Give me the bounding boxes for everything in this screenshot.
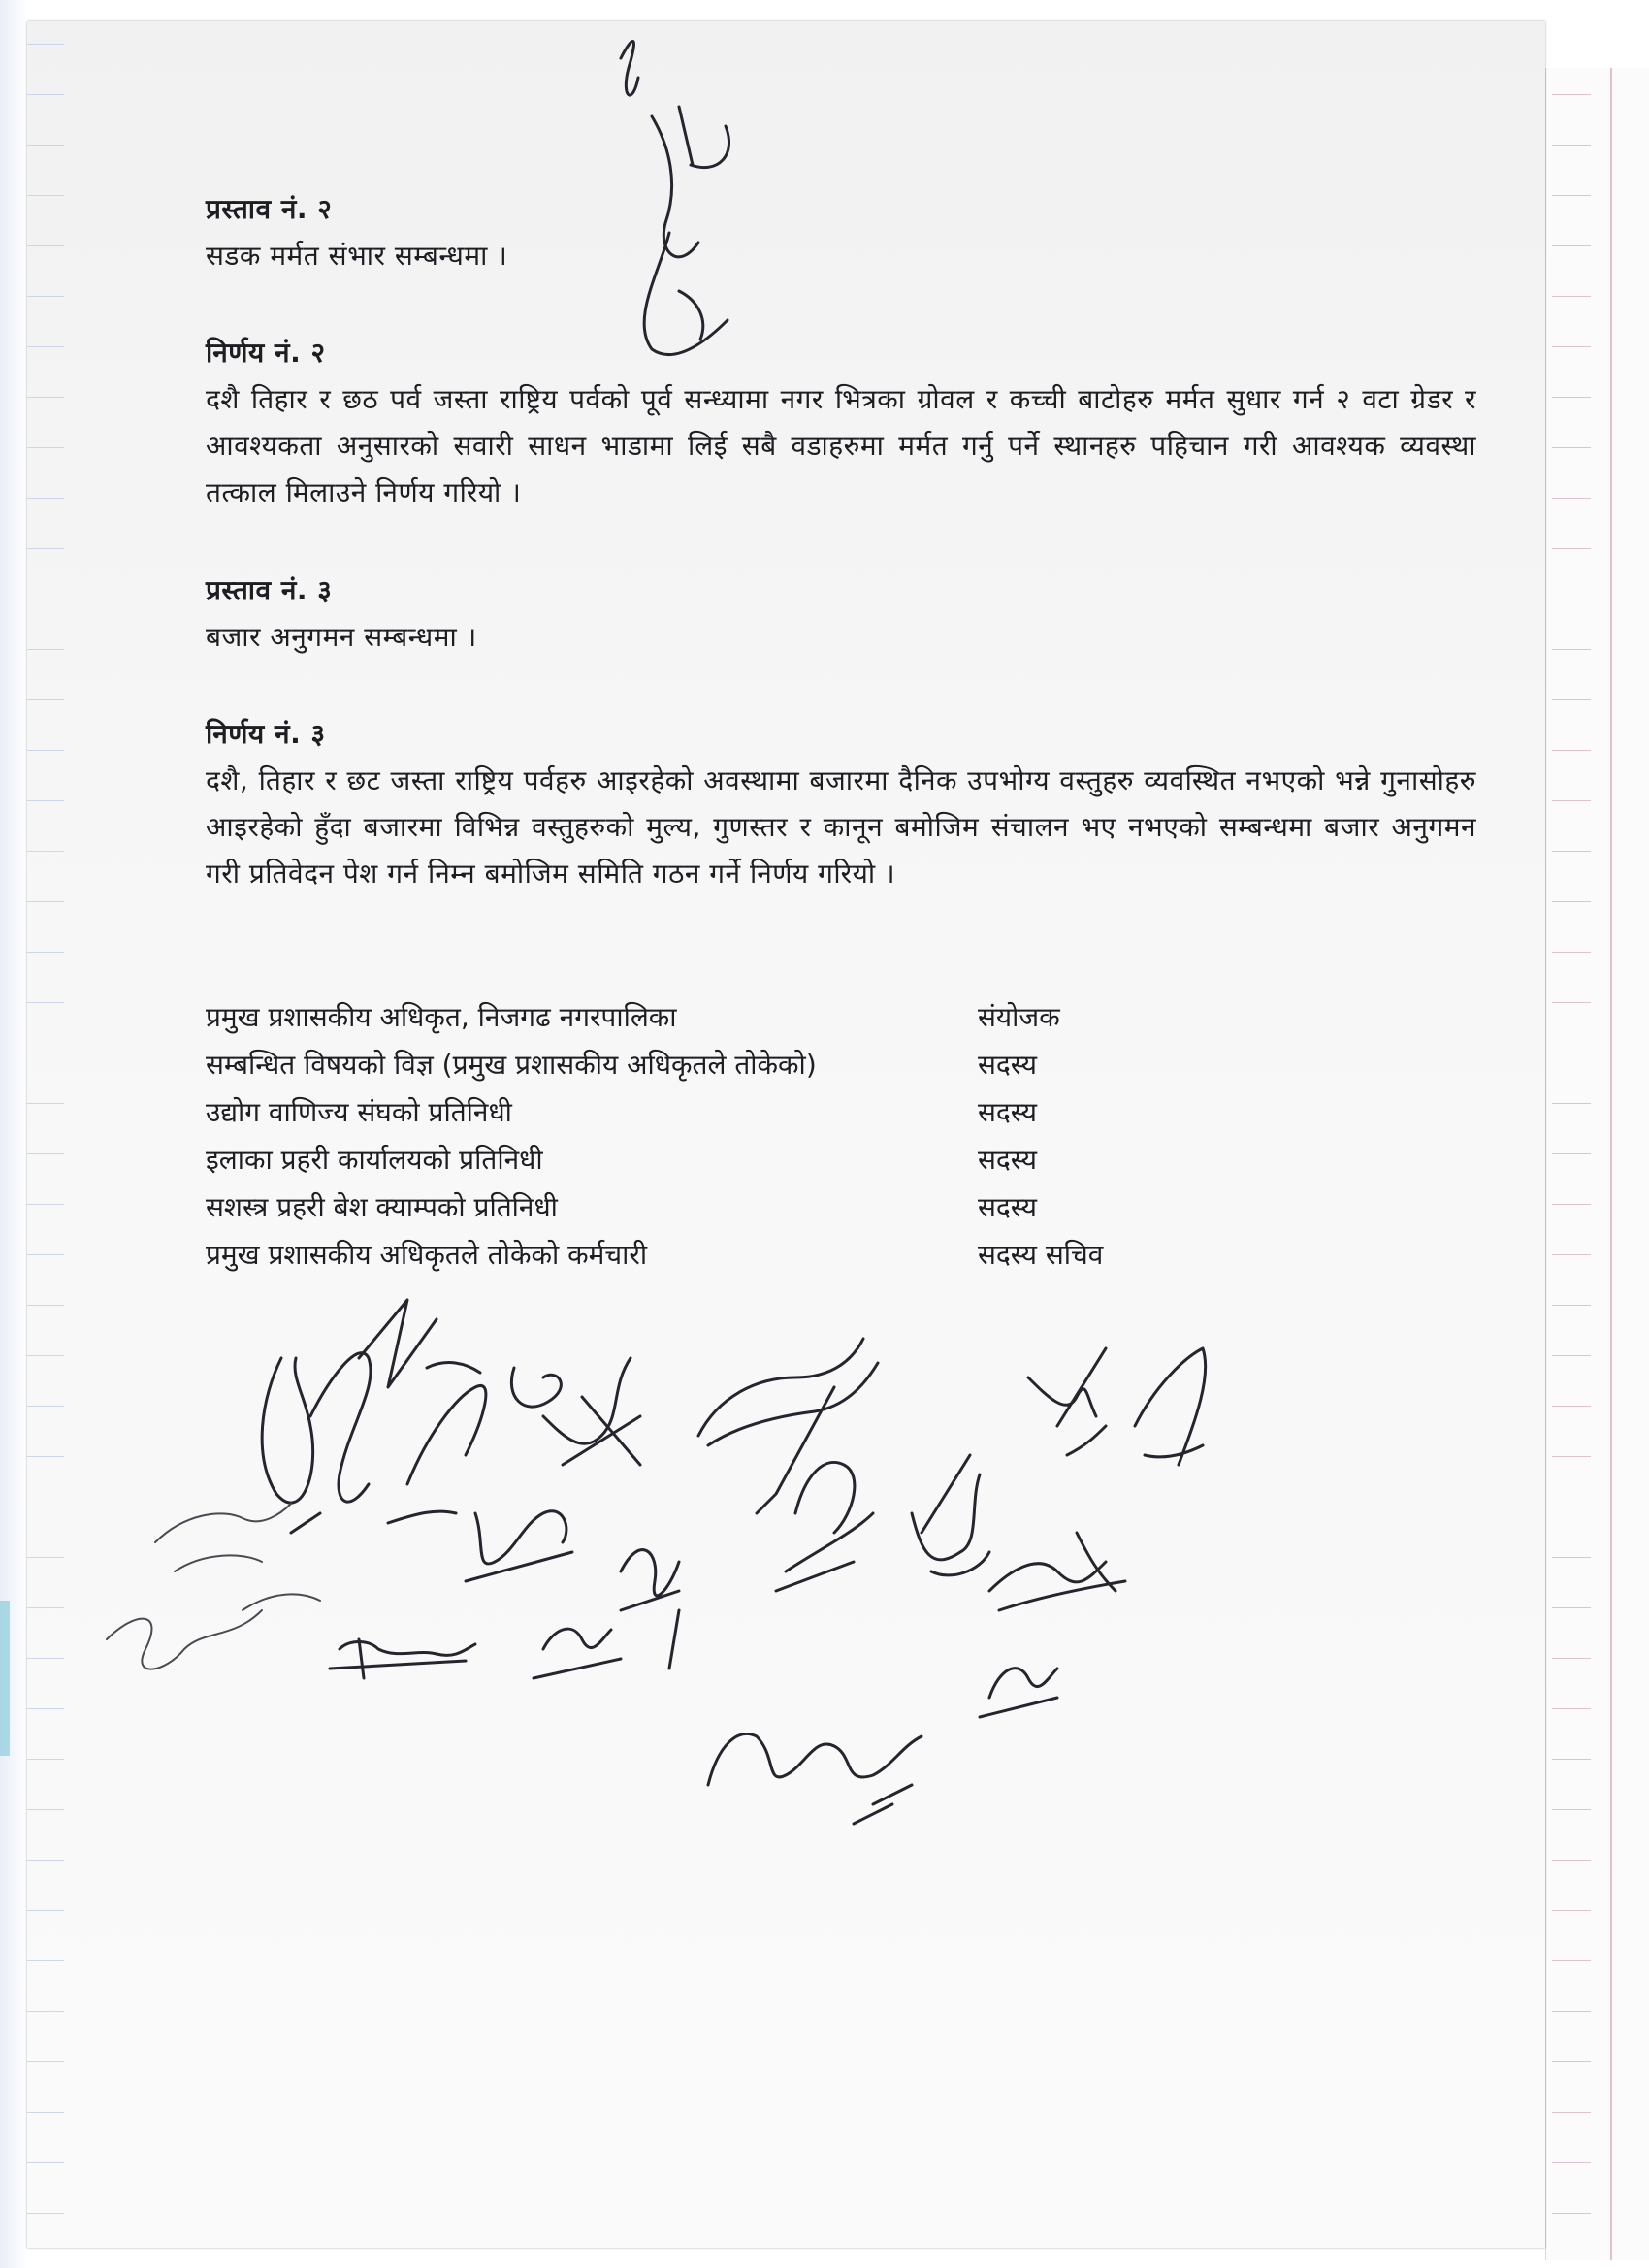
committee-row [206,1088,1176,1136]
decision-2-text: दशै तिहार र छठ पर्व जस्ता राष्ट्रिय पर्वको पूर्व सन्ध्यामा नगर भित्रका ग्रोवल र कच्ची बाटोहरु मर्मत सुधार गर्न २ वटा ग्रेडर र आवश्यकता अनुसारको सवारी साधन भाडामा लिई सबै वडाहरुमा मर्मत गर्नु पर्ने स्थानहरु पहिचान गरी आवश्यक व्यवस्था तत्काल मिलाउने निर्णय गरियो । [206,383,1476,508]
committee-role: सदस्य [978,1049,1037,1081]
ruled-line [1552,1708,1591,1709]
committee-row [206,1041,1176,1088]
ruled-line [1552,397,1591,398]
resolution-2-proposal [206,186,1476,279]
ruled-line [27,2162,64,2163]
ruled-line [27,901,64,902]
committee-role: सदस्य [978,1144,1037,1176]
ruled-line [27,1254,64,1255]
blue-edge-tab [0,1601,10,1756]
committee-member: प्रमुख प्रशासकीय अधिकृत, निजगढ नगरपालिका [206,1001,677,1033]
ruled-line [1552,1759,1591,1760]
ruled-line [27,296,64,297]
committee-member: सम्बन्धित विषयको विज्ञ (प्रमुख प्रशासकीय अधिकृतले तोकेको) [206,1049,817,1081]
proposal-3-title: प्रस्ताव नं. ३ [206,574,333,606]
ruled-line [1552,1406,1591,1407]
ruled-line [27,1204,64,1205]
ruled-line [1552,1103,1591,1104]
decision-2-title: निर्णय नं. २ [206,337,326,369]
ruled-line [1552,1809,1591,1810]
ruled-line [1552,1002,1591,1003]
ruled-line [27,2011,64,2012]
ruled-line [27,1759,64,1760]
ruled-line [1552,1607,1591,1608]
ruled-line [27,44,64,45]
committee-list [206,993,1176,1279]
ruled-line [27,548,64,549]
ruled-line [27,1910,64,1911]
proposal-2-subject: सडक मर्मत संभार सम्बन्धमा । [206,240,508,272]
ruled-line [27,851,64,852]
committee-row [206,1136,1176,1183]
ruled-line [1552,649,1591,650]
ruled-line [1552,1305,1591,1306]
ruled-line [1552,2162,1591,2163]
ruled-line [27,195,64,196]
ruled-line [27,346,64,347]
ruled-line [27,245,64,246]
ruled-line [1552,94,1591,95]
ruled-line [27,1355,64,1356]
ruled-line [1552,447,1591,448]
ruled-line [1552,548,1591,549]
ruled-line [1552,1910,1591,1911]
ruled-line [27,1406,64,1407]
ruled-line [27,94,64,95]
ruled-line [27,447,64,448]
ruled-line [1552,145,1591,146]
ruled-line [27,1305,64,1306]
ruled-line [27,699,64,700]
committee-row [206,1183,1176,1231]
left-binding-edge [0,0,27,2268]
ruled-line [1552,1355,1591,1356]
ruled-line [27,498,64,499]
ruled-line [1552,952,1591,953]
ruled-line [27,750,64,751]
resolution-2-decision [206,330,1476,516]
ruled-line [27,1809,64,1810]
ruled-line [1552,346,1591,347]
ruled-line [27,1658,64,1659]
ruled-line [27,2061,64,2062]
committee-member: सशस्त्र प्रहरी बेश क्याम्पको प्रतिनिधी [206,1191,558,1223]
decision-3-title: निर्णय नं. ३ [206,718,326,750]
resolution-3-decision [206,711,1476,897]
committee-member: उद्योग वाणिज्य संघको प्रतिनिधी [206,1096,512,1128]
ruled-line [27,397,64,398]
committee-member: इलाका प्रहरी कार्यालयको प्रतिनिधी [206,1144,543,1176]
ruled-line [1552,699,1591,700]
ruled-line [1552,901,1591,902]
ruled-line [27,952,64,953]
ruled-line [1552,296,1591,297]
ruled-line [1552,195,1591,196]
decision-3-text: दशै, तिहार र छट जस्ता राष्ट्रिय पर्वहरु आइरहेको अवस्थामा बजारमा दैनिक उपभोग्य वस्तुहरु व्यवस्थित नभएको भन्ने गुनासोहरु आइरहेको हुँदा बजारमा विभिन्न वस्तुहरुको मुल्य, गुणस्तर र कानून बमोजिम संचालन भए नभएको सम्बन्धमा बजार अनुगमन गरी प्रतिवेदन पेश गर्न निम्न बमोजिम समिति गठन गर्ने निर्णय गरियो । [206,764,1476,890]
ruled-line [1552,1960,1591,1961]
ruled-line [1552,2011,1591,2012]
ruled-line [27,1002,64,1003]
ruled-line [27,2213,64,2214]
ruled-line [1552,2213,1591,2214]
notebook-margin-line [1610,68,1612,2260]
ruled-line [1552,1254,1591,1255]
ruled-line [1552,1557,1591,1558]
resolution-3-proposal [206,567,1476,661]
ruled-line [1552,851,1591,852]
committee-member: प्रमुख प्रशासकीय अधिकृतले तोकेको कर्मचारी [206,1239,648,1271]
proposal-2-title: प्रस्ताव नं. २ [206,193,333,225]
ruled-line [1552,498,1591,499]
ruled-line [27,1103,64,1104]
committee-role: सदस्य [978,1096,1037,1128]
ruled-line [27,1860,64,1861]
ruled-line [27,1153,64,1154]
committee-role: संयोजक [978,1001,1060,1033]
ruled-line [27,1708,64,1709]
ruled-line [1552,1153,1591,1154]
committee-role: सदस्य [978,1191,1037,1223]
committee-row [206,993,1176,1041]
ruled-line [27,145,64,146]
ruled-line [1552,750,1591,751]
ruled-line [1552,1456,1591,1457]
ruled-line [27,2112,64,2113]
ruled-line [27,1960,64,1961]
ruled-line [27,1607,64,1608]
ruled-line [27,1557,64,1558]
proposal-3-subject: बजार अनुगमन सम्बन्धमा । [206,621,477,653]
ruled-line [27,1456,64,1457]
ruled-line [1552,245,1591,246]
ruled-line [27,800,64,801]
ruled-line [1552,1658,1591,1659]
ruled-line [1552,1860,1591,1861]
committee-role: सदस्य सचिव [978,1239,1104,1271]
ruled-line [1552,800,1591,801]
committee-row [206,1231,1176,1279]
ruled-line [1552,2112,1591,2113]
ruled-line [27,649,64,650]
ruled-line [1552,2061,1591,2062]
ruled-line [1552,1204,1591,1205]
